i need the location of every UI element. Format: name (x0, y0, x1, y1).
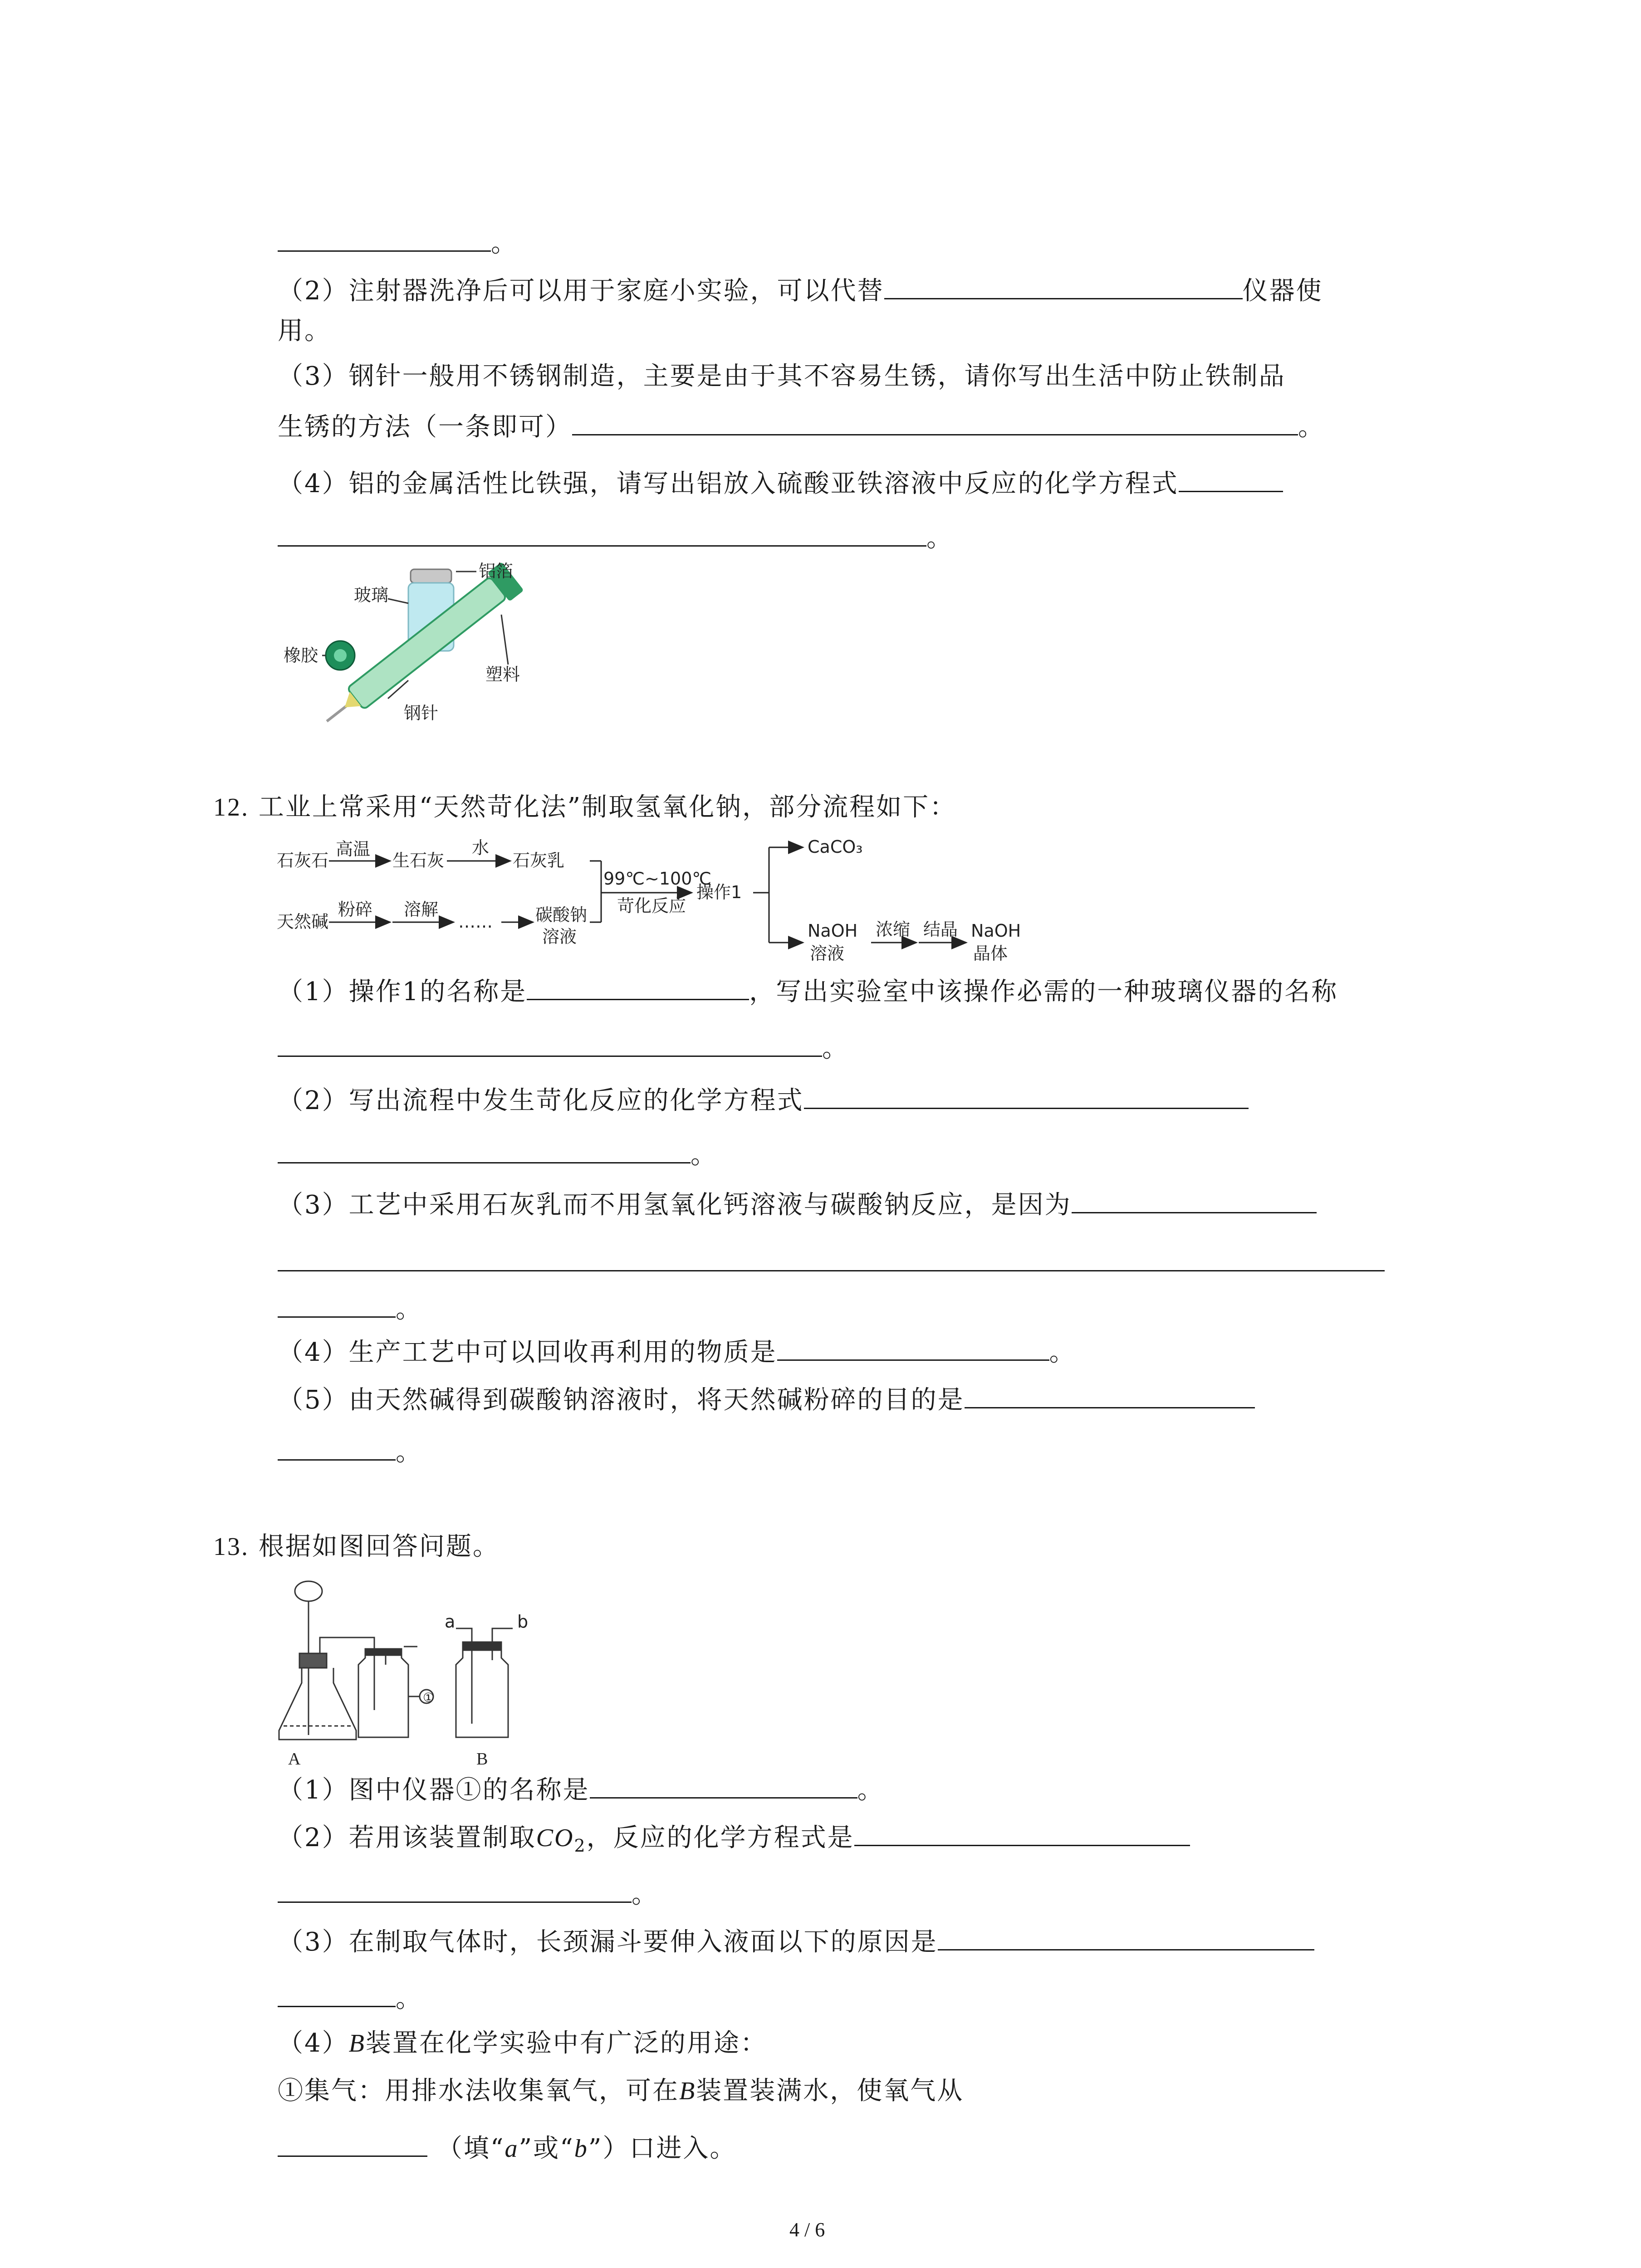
label-plastic: 塑料 (485, 665, 520, 684)
answer-blank[interactable] (854, 1817, 1190, 1846)
answer-blank[interactable] (278, 1288, 396, 1318)
q11-part2: （2）注射器洗净后可以用于家庭小实验，可以代替 仪器使 (278, 270, 1323, 309)
edge-crystallize: 结晶 (923, 919, 958, 939)
apparatus-figure (272, 1574, 599, 1783)
node-lime-milk: 石灰乳 (513, 850, 565, 870)
answer-blank[interactable] (278, 1134, 691, 1163)
port-b: b (517, 1612, 529, 1632)
answer-blank[interactable] (527, 971, 749, 1000)
label-steel-needle: 钢针 (404, 703, 439, 723)
syringe-figure (272, 544, 590, 744)
q12-part5-cont: 。 (278, 1431, 422, 1471)
edge-water: 水 (472, 838, 490, 858)
q12-part3: （3）工艺中采用石灰乳而不用氢氧化钙溶液与碳酸钠反应，是因为 (278, 1184, 1317, 1223)
node-naoh-solution-l1: NaOH (808, 921, 858, 941)
q13-part2: （2）若用该装置制取$CO_2$，反应的化学方程式是 (278, 1817, 1190, 1864)
q12-part4: （4）生产工艺中可以回收再利用的物质是 。 (278, 1331, 1076, 1371)
q12-part2: （2）写出流程中发生苛化反应的化学方程式 (278, 1080, 1249, 1119)
q12-part1: （1）操作1的名称是 ，写出实验室中该操作必需的一种玻璃仪器的名称 (278, 971, 1338, 1010)
node-caco3: CaCO₃ (808, 837, 863, 857)
label-glass: 玻璃 (354, 585, 389, 605)
node-naoh-crystal-l2: 晶体 (973, 943, 1008, 963)
q13-part1: （1）图中仪器①的名称是 。 (278, 1769, 884, 1809)
q13-part2-cont: 。 (278, 1873, 658, 1913)
label-rubber: 橡胶 (284, 645, 318, 665)
q13-stem: 13. 根据如图回答问题。 (213, 1532, 500, 1561)
answer-blank[interactable] (590, 1769, 857, 1799)
edge-reaction: 苛化反应 (617, 896, 686, 916)
answer-blank[interactable] (278, 1027, 822, 1057)
answer-blank[interactable] (965, 1379, 1255, 1408)
answer-blank[interactable] (278, 1873, 632, 1903)
q12-stem: 12. 工业上常采用“天然苛化法”制取氢氧化钠，部分流程如下： (213, 792, 957, 822)
edge-concentrate: 浓缩 (876, 919, 911, 939)
q11-part3-cont: 生锈的方法（一条即可） 。 (278, 406, 1325, 445)
node-naoh-solution-l2: 溶液 (810, 943, 845, 963)
answer-blank[interactable] (278, 1978, 396, 2007)
answer-blank[interactable] (278, 1431, 396, 1461)
answer-blank[interactable] (278, 517, 926, 547)
q13-part4-1-cont: （填“a”或“b”）口进入。 (278, 2127, 736, 2167)
q11-part2-cont: 用。 (278, 316, 331, 346)
node-operation-1: 操作1 (696, 882, 742, 902)
answer-blank[interactable] (278, 1270, 1385, 1271)
node-sodium-carbonate-l2: 溶液 (542, 927, 577, 947)
edge-crush: 粉碎 (338, 899, 373, 919)
q13-part3-cont: 。 (278, 1978, 422, 2017)
q11-part3: （3）钢针一般用不锈钢制造，主要是由于其不容易生锈，请你写出生活中防止铁制品 (278, 362, 1286, 391)
answer-blank[interactable] (1072, 1184, 1317, 1213)
label-aluminum-foil: 铝箔 (479, 561, 514, 581)
answer-blank[interactable] (278, 2127, 427, 2157)
answer-blank[interactable] (884, 270, 1243, 299)
q11-part4-cont: 。 (278, 517, 953, 557)
answer-blank[interactable] (777, 1331, 1049, 1361)
answer-blank[interactable] (938, 1921, 1314, 1950)
page-number: 4 / 6 (789, 2219, 825, 2241)
q12-part1-cont: 。 (278, 1027, 849, 1067)
edge-high-temp: 高温 (336, 839, 371, 859)
q12-part2-cont: 。 (278, 1134, 717, 1173)
answer-blank[interactable] (572, 406, 1298, 435)
answer-blank[interactable] (1179, 463, 1283, 492)
label-b: B (476, 1750, 488, 1769)
edge-dissolve: 溶解 (404, 899, 439, 919)
node-naoh-crystal-l1: NaOH (971, 921, 1021, 941)
port-a: a (445, 1612, 456, 1632)
q12-part5: （5）由天然碱得到碳酸钠溶液时，将天然碱粉碎的目的是 (278, 1379, 1255, 1418)
node-quicklime: 生石灰 (392, 850, 445, 870)
q13-part4: （4）B装置在化学实验中有广泛的用途： (278, 2028, 767, 2058)
node-limestone: 石灰石 (277, 850, 329, 870)
q11-part4: （4）铝的金属活性比铁强，请写出铝放入硫酸亚铁溶液中反应的化学方程式 (278, 463, 1283, 502)
marker-1: ① (423, 1690, 435, 1705)
q11-line0: 。 (278, 222, 518, 262)
q12-part3-cont: 。 (278, 1288, 422, 1328)
node-dots: …… (458, 912, 493, 932)
process-flowchart (272, 835, 1107, 975)
label-a: A (288, 1750, 301, 1769)
edge-temperature: 99℃~100℃ (603, 869, 712, 889)
q13-part3: （3）在制取气体时，长颈漏斗要伸入液面以下的原因是 (278, 1921, 1314, 1960)
node-natural-alkali: 天然碱 (277, 912, 329, 932)
answer-blank[interactable] (278, 222, 491, 252)
q13-part4-1: ①集气：用排水法收集氧气，可在B装置装满水，使氧气从 (278, 2076, 964, 2106)
answer-blank[interactable] (804, 1080, 1249, 1109)
node-sodium-carbonate-l1: 碳酸钠 (535, 905, 588, 925)
